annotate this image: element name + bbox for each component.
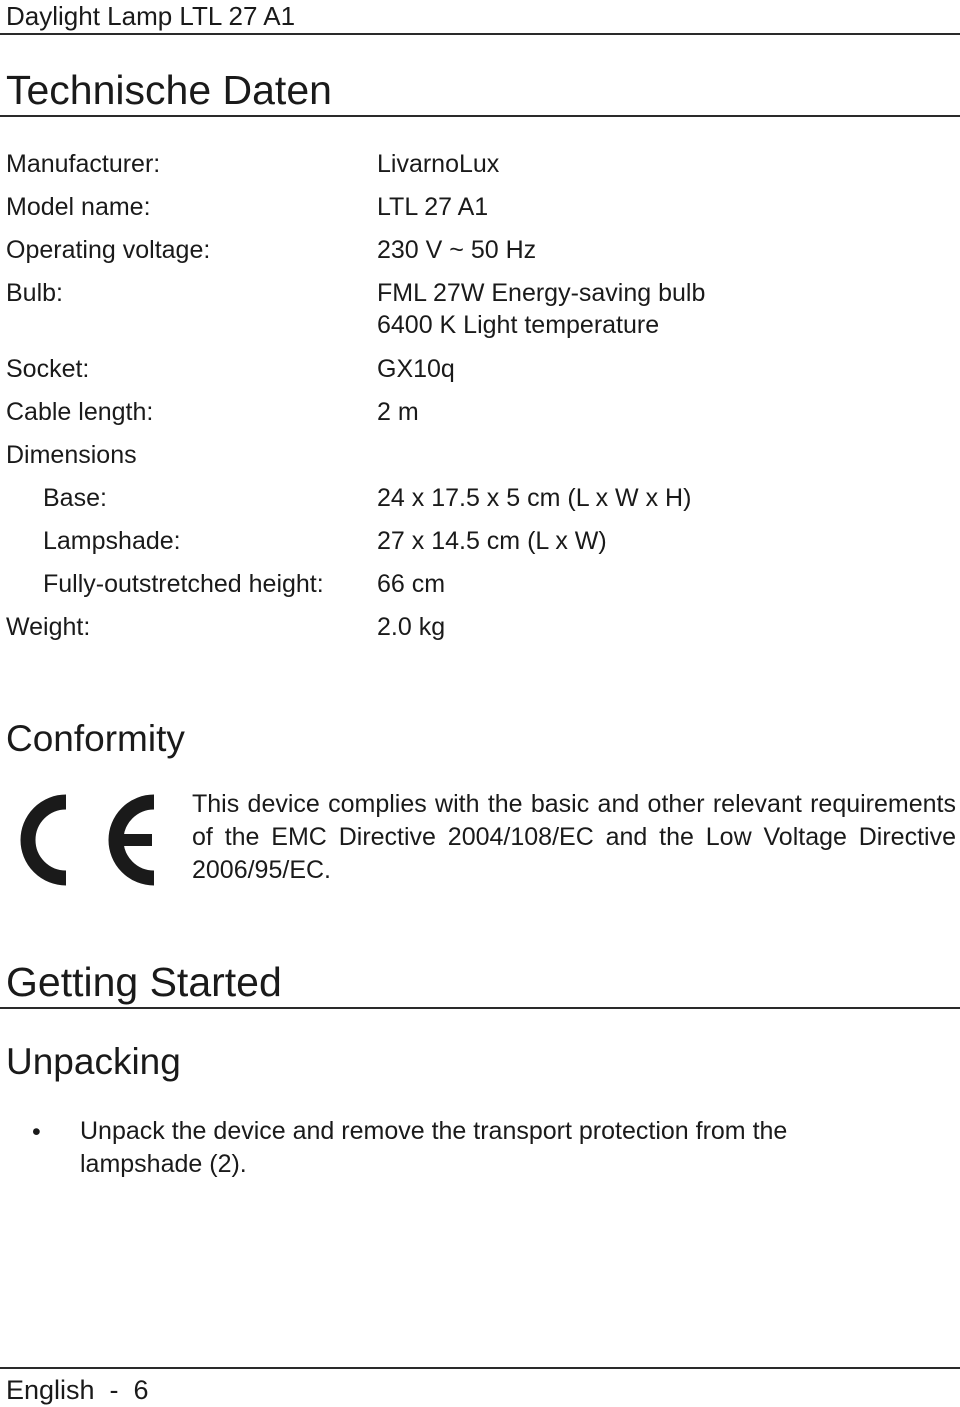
spec-label-lampshade: Lampshade: [43, 527, 181, 555]
document-title: Daylight Lamp LTL 27 A1 [6, 1, 296, 31]
page-footer: English - 6 [6, 1375, 149, 1405]
header-divider [0, 33, 960, 35]
spec-label-dimensions: Dimensions [6, 441, 137, 469]
spec-label-cable-length: Cable length: [6, 398, 154, 426]
spec-value-socket: GX10q [377, 355, 455, 383]
spec-label-model-name: Model name: [6, 193, 151, 221]
footer-divider [0, 1367, 960, 1369]
spec-label-socket: Socket: [6, 355, 90, 383]
getting-started-divider [0, 1007, 960, 1009]
spec-label-height: Fully-outstretched height: [43, 570, 324, 598]
spec-label-operating-voltage: Operating voltage: [6, 236, 211, 264]
spec-value-bulb: FML 27W Energy-saving bulb [377, 279, 706, 307]
spec-value-operating-voltage: 230 V ~ 50 Hz [377, 236, 537, 264]
spec-label-weight: Weight: [6, 613, 91, 641]
spec-value-cable-length: 2 m [377, 398, 419, 426]
spec-label-base: Base: [43, 484, 107, 512]
bullet-icon: • [32, 1118, 41, 1146]
list-item: Unpack the device and remove the transport protection from the lampshade (2). [80, 1117, 788, 1178]
getting-started-heading: Getting Started [6, 959, 282, 1005]
spec-value-base: 24 x 17.5 x 5 cm (L x W x H) [377, 484, 692, 512]
spec-value-weight: 2.0 kg [377, 613, 446, 641]
technical-data-heading: Technische Daten [6, 67, 332, 113]
conformity-text: This device complies with the basic and other relevant requirements of the EMC Directive 2004/108/EC and the Low Voltage Directive 2006/95/EC. [192, 790, 956, 884]
spec-label-bulb: Bulb: [6, 279, 63, 307]
ce-mark-icon [10, 786, 160, 894]
spec-label-manufacturer: Manufacturer: [6, 150, 161, 178]
conformity-heading: Conformity [6, 718, 185, 759]
spec-value-lampshade: 27 x 14.5 cm (L x W) [377, 527, 607, 555]
spec-value-model-name: LTL 27 A1 [377, 193, 489, 221]
spec-value-manufacturer: LivarnoLux [377, 150, 500, 178]
spec-value-bulb-temperature: 6400 K Light temperature [377, 311, 660, 339]
spec-value-height: 66 cm [377, 570, 446, 598]
technical-data-divider [0, 115, 960, 117]
unpacking-heading: Unpacking [6, 1041, 181, 1082]
